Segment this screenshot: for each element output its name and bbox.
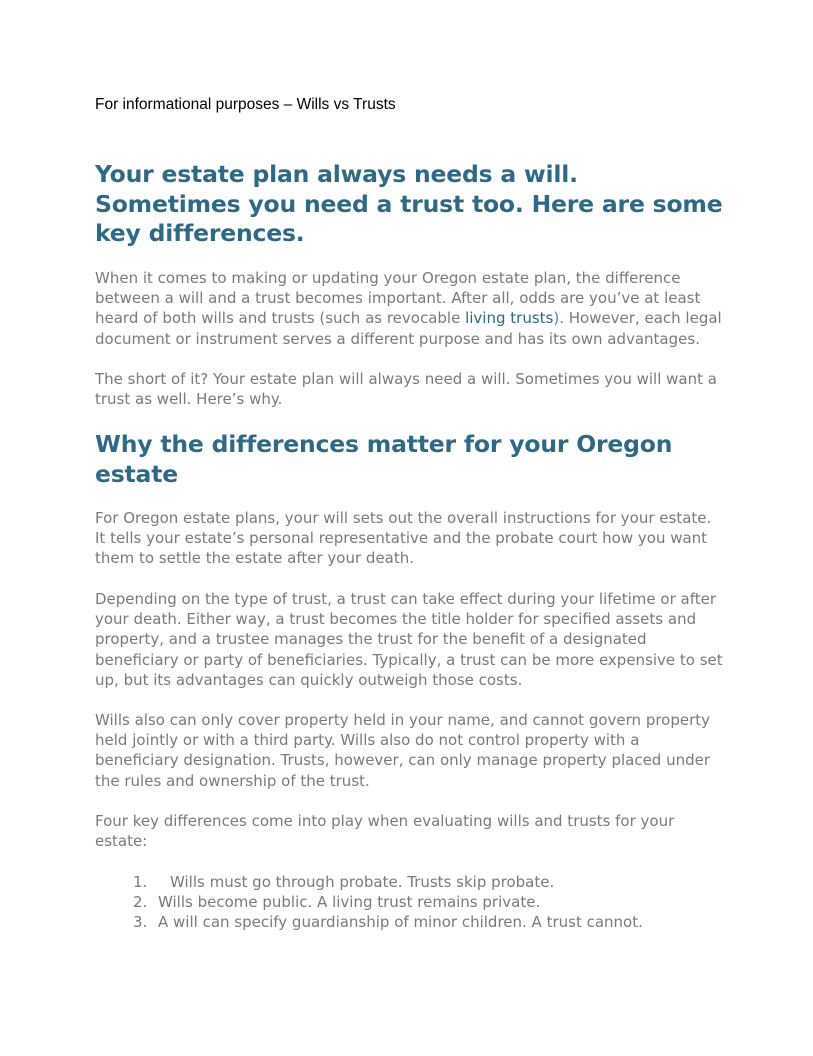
- list-item-number: 3.: [133, 913, 148, 932]
- list-item-number: 2.: [133, 893, 148, 912]
- differences-list: [95, 872, 725, 933]
- intro-text-after-link: ). However, each legal document or instrument serves a different purpose and has its own advantages.: [95, 309, 722, 348]
- main-heading: Your estate plan always needs a will. Sometimes you need a trust too. Here are some key differences.: [95, 160, 723, 247]
- list-item-number: 1.: [133, 873, 148, 891]
- trust-paragraph: Depending on the type of trust, a trust can take effect during your lifetime or after your death. Either way, a trust becomes the title holder for specified assets and property, and a trustee manages the trust for the benefit of a designated beneficiary or party of beneficiaries. Typically, a trust can be more expensive to set up, but its advantages can quickly outweigh those costs.: [95, 590, 723, 689]
- list-item-text: Wills become public. A living trust remains private.: [158, 893, 541, 912]
- property-paragraph: Wills also can only cover property held in your name, and cannot govern property held jointly or with a third party. Wills also do not control property with a beneficiary designation. Trusts, however, can only manage property placed under the rules and ownership of the trust.: [95, 711, 711, 790]
- living-trusts-link[interactable]: living trusts: [465, 309, 554, 328]
- short-of-it-paragraph: The short of it? Your estate plan will always need a will. Sometimes you will want a trust as well. Here’s why.: [95, 370, 717, 409]
- section-heading: Why the differences matter for your Oregon estate: [95, 430, 673, 488]
- will-paragraph: For Oregon estate plans, your will sets out the overall instructions for your estate. It tells your estate’s personal representative and the probate court how you want them to settle the estate after your death.: [95, 509, 712, 568]
- list-item: [95, 892, 725, 912]
- intro-text-before-link: When it comes to making or updating your Oregon estate plan, the difference between a will and a trust becomes important. After all, odds are you’ve at least heard of both wills and trusts (such as revocable: [95, 269, 701, 328]
- list-item-text: A will can specify guardianship of minor children. A trust cannot.: [158, 913, 643, 932]
- list-item: [95, 872, 725, 892]
- key-differences-intro: Four key differences come into play when evaluating wills and trusts for your estate:: [95, 812, 675, 851]
- list-item: [95, 912, 725, 932]
- document-header-line: For informational purposes – Wills vs Trusts: [95, 96, 396, 113]
- intro-paragraph: [95, 268, 725, 349]
- list-item-text: Wills must go through probate. Trusts skip probate.: [170, 873, 555, 891]
